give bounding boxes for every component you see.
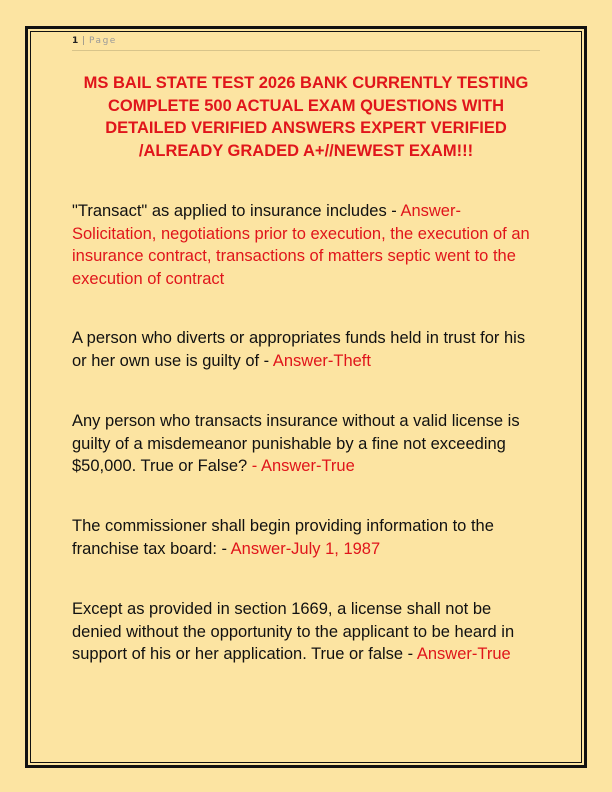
answer-text: Answer-Theft xyxy=(272,351,371,370)
qa-item xyxy=(72,515,544,560)
answer-text: Answer-True xyxy=(416,645,511,663)
qa-item xyxy=(72,410,544,478)
qa-item xyxy=(72,327,544,372)
document-title: MS BAIL STATE TEST 2026 BANK CURRENTLY TESTING COMPLETE 500 ACTUAL EXAM QUESTIONS WITH DETAILED VERIFIED ANSWERS EXPERT VERIFIED /ALREADY GRADED A+//NEWEST EXAM!!! xyxy=(83,74,529,160)
page-header xyxy=(72,36,117,46)
qa-item xyxy=(72,200,544,290)
page-separator: | xyxy=(78,36,90,46)
answer-text: Answer-Solicitation, negotiations prior to execution, the execution of an insurance contract, transactions of matters septic went to the execution of contract xyxy=(72,202,530,288)
qa-item xyxy=(72,598,544,666)
header-rule xyxy=(72,50,540,51)
answer-text: Answer-July 1, 1987 xyxy=(230,539,381,558)
question-text: A person who diverts or appropriates funds held in trust for his or her own use is guilty of - xyxy=(72,329,526,370)
question-text: Except as provided in section 1669, a license shall not be denied without the opportunity to the applicant to be heard in support of his or her application. True or false - xyxy=(72,600,515,663)
question-text: The commissioner shall begin providing information to the franchise tax board: - xyxy=(72,517,494,558)
question-text: Any person who transacts insurance without a valid license is guilty of a misdemeanor punishable by a fine not exceeding $50,000. True or False? xyxy=(72,412,520,475)
page-word: Page xyxy=(89,36,117,46)
page-number: 1 xyxy=(72,36,79,46)
answer-text: - Answer-True xyxy=(251,457,355,475)
question-text: "Transact" as applied to insurance includes - xyxy=(72,202,401,220)
